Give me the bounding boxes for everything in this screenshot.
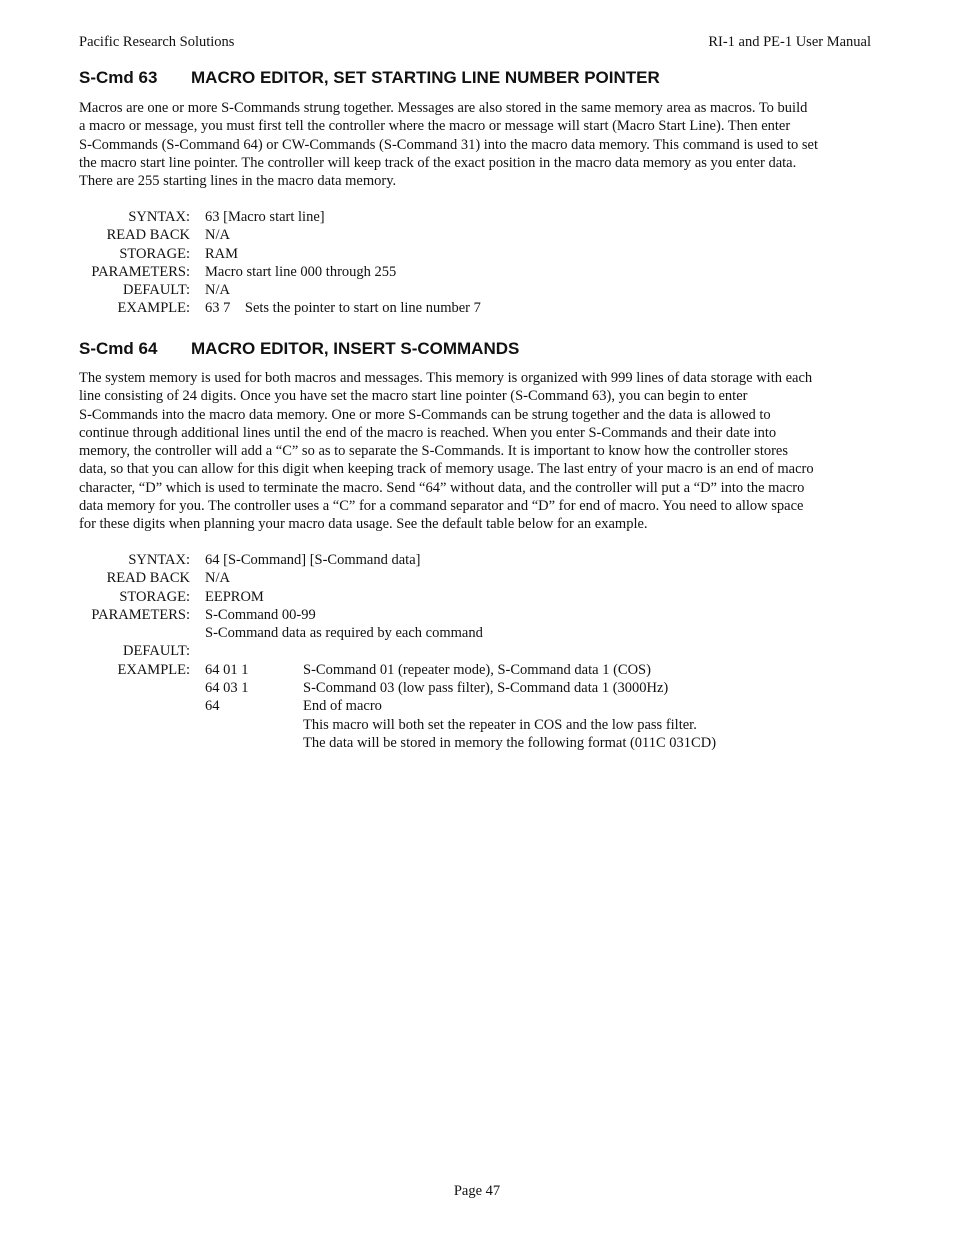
spec-label: EXAMPLE: — [117, 661, 190, 678]
section-64-paragraph — [79, 369, 879, 534]
paragraph-line: data, so that you can allow for this digit when keeping track of memory usage. The last entry of your macro is an end of macro — [79, 461, 814, 478]
example-description: S-Command 03 (low pass filter), S-Command data 1 (3000Hz) — [303, 680, 669, 697]
spec-value: N/A — [205, 282, 230, 299]
spec-row-readback — [79, 569, 716, 587]
spec-row-default — [79, 642, 716, 660]
spec-value: 63 [Macro start line] — [205, 209, 325, 225]
section-63-paragraph — [79, 99, 879, 190]
paragraph-line: S-Commands (S-Command 64) or CW-Commands (S-Command 31) into the macro data memory. This command is used to set — [79, 136, 819, 153]
spec-label: SYNTAX: — [128, 552, 190, 568]
spec-row-example — [79, 697, 716, 715]
paragraph-line: continue through additional lines until the end of the macro is reached. When you enter S-Commands and their date into — [79, 424, 777, 441]
section-64-specs — [79, 551, 716, 752]
spec-label: PARAMETERS: — [91, 263, 190, 280]
spec-row-syntax — [79, 208, 481, 226]
spec-value: EEPROM — [205, 588, 264, 605]
spec-value: N/A — [205, 227, 230, 244]
section-cmd-63: S-Cmd 63 — [79, 68, 158, 87]
spec-row-storage — [79, 588, 716, 606]
spec-value: S-Command data as required by each command — [205, 625, 483, 642]
spec-value: RAM — [205, 245, 239, 262]
spec-label: STORAGE: — [119, 245, 190, 262]
section-heading-64: MACRO EDITOR, INSERT S-COMMANDS — [191, 339, 520, 358]
example-code: 64 — [205, 698, 220, 715]
example-description: S-Command 01 (repeater mode), S-Command data 1 (COS) — [303, 661, 651, 678]
spec-row-storage — [79, 245, 481, 263]
spec-label: SYNTAX: — [128, 209, 190, 225]
section-cmd-64: S-Cmd 64 — [79, 339, 158, 358]
spec-value: S-Command 00-99 — [205, 606, 316, 623]
spec-row-parameters-cont — [79, 624, 716, 642]
spec-row-readback — [79, 226, 481, 244]
example-description: End of macro — [303, 698, 382, 715]
paragraph-line: There are 255 starting lines in the macro data memory. — [79, 173, 397, 190]
spec-value: 64 [S-Command] [S-Command data] — [205, 552, 421, 568]
paragraph-line: a macro or message, you must first tell the controller where the macro or message will start (Macro Start Line). Then enter — [79, 118, 791, 135]
spec-label: PARAMETERS: — [91, 606, 190, 623]
spec-row-syntax — [79, 551, 716, 569]
spec-row-note — [79, 716, 716, 734]
paragraph-line: data memory for you. The controller uses a “C” for a command separator and “D” for end of macro. You need to allow space — [79, 498, 804, 515]
paragraph-line: Macros are one or more S-Commands strung together. Messages are also stored in the same memory area as macros. To build — [79, 100, 808, 116]
spec-value: 63 7 Sets the pointer to start on line number 7 — [205, 300, 481, 317]
spec-row-example — [79, 679, 716, 697]
section-title-64 — [79, 339, 519, 359]
spec-row-note — [79, 734, 716, 752]
spec-label: DEFAULT: — [123, 643, 190, 660]
spec-value: N/A — [205, 570, 230, 587]
example-code: 64 03 1 — [205, 680, 249, 697]
section-title-63 — [79, 68, 660, 88]
paragraph-line: for these digits when planning your macro data usage. See the default table below for an example. — [79, 516, 648, 533]
spec-value: Macro start line 000 through 255 — [205, 263, 397, 280]
page-number: Page 47 — [453, 1183, 501, 1199]
header-manual-title: RI-1 and PE-1 User Manual — [708, 34, 871, 50]
spec-row-example — [79, 661, 716, 679]
spec-row-example — [79, 299, 481, 317]
example-code: 64 01 1 — [205, 661, 249, 678]
spec-label: READ BACK — [106, 227, 190, 244]
paragraph-line: character, “D” which is used to terminate the macro. Send “64” without data, and the controller will put a “D” into the macro — [79, 479, 805, 496]
example-note: The data will be stored in memory the following format (011C 031CD) — [303, 734, 717, 751]
spec-label: DEFAULT: — [123, 282, 190, 299]
example-note: This macro will both set the repeater in COS and the low pass filter. — [303, 716, 697, 733]
spec-label: READ BACK — [106, 570, 190, 587]
header-company: Pacific Research Solutions — [79, 34, 235, 50]
section-heading-63: MACRO EDITOR, SET STARTING LINE NUMBER POINTER — [191, 68, 660, 87]
spec-row-parameters — [79, 263, 481, 281]
paragraph-line: The system memory is used for both macros and messages. This memory is organized with 999 lines of data storage with each — [79, 370, 813, 386]
spec-label: EXAMPLE: — [117, 300, 190, 317]
paragraph-line: memory, the controller will add a “C” so as to separate the S-Commands. It is important to know how the controller stores — [79, 443, 788, 460]
paragraph-line: the macro start line pointer. The controller will keep track of the exact position in the macro data memory as you enter data. — [79, 154, 797, 171]
paragraph-line: S-Commands into the macro data memory. One or more S-Commands can be strung together and the data is allowed to — [79, 406, 771, 423]
spec-label: STORAGE: — [119, 588, 190, 605]
spec-row-parameters — [79, 606, 716, 624]
spec-row-default — [79, 281, 481, 299]
section-63-specs — [79, 208, 481, 318]
paragraph-line: line consisting of 24 digits. Once you have set the macro start line pointer (S-Command 63), you can begin to enter — [79, 388, 748, 405]
